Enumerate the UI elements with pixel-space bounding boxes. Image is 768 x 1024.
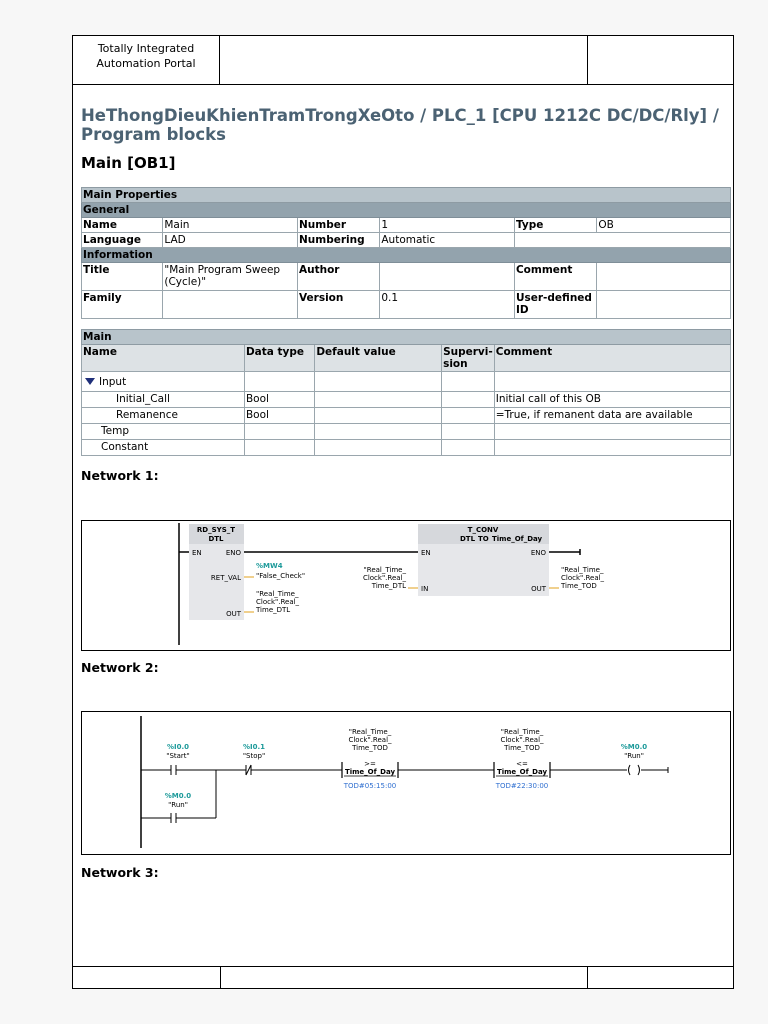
row-default — [315, 392, 442, 408]
network-1-ladder — [82, 521, 730, 650]
cmp1-operator: >= — [364, 760, 376, 768]
coil-address: %M0.0 — [620, 743, 648, 751]
tc-in-pin: IN — [421, 585, 429, 593]
number-value: 1 — [380, 218, 515, 233]
rd-retval-pin: RET_VAL — [210, 574, 241, 582]
t-conv-totype: Time_Of_Day — [492, 535, 543, 543]
interface-table — [81, 329, 731, 456]
interface-section: Main — [82, 330, 731, 345]
properties-table — [81, 187, 731, 319]
row-default — [315, 440, 442, 456]
project-path-title: HeThongDieuKhienTramTrongXeOto / PLC_1 [CPU 1212C DC/DC/Rly] / Program blocks — [81, 106, 719, 144]
table-row — [82, 372, 245, 392]
network-3-title: Network 3: — [81, 865, 159, 880]
tc-out-tag-1: "Real_Time_ — [561, 566, 604, 574]
row-name: Input — [99, 375, 127, 388]
start-address: %I0.0 — [166, 743, 190, 751]
row-sup — [442, 424, 495, 440]
empty-cell — [514, 233, 730, 248]
rd-out-tag-3: Time_DTL — [256, 606, 291, 614]
coil-tag: "Run" — [624, 752, 644, 760]
row-type — [244, 424, 314, 440]
rd-sys-t-type: DTL — [208, 535, 224, 543]
cmp2-tag-3: Time_TOD — [504, 744, 540, 752]
comment-value — [597, 263, 731, 291]
header-divider — [587, 36, 588, 84]
language-label: Language — [82, 233, 163, 248]
row-sup — [442, 440, 495, 456]
product-line-1: Totally Integrated — [97, 42, 195, 55]
row-default — [315, 408, 442, 424]
document-page — [72, 35, 734, 989]
rd-out-tag-1: "Real_Time_ — [256, 590, 299, 598]
t-conv-from: DTL — [460, 535, 476, 543]
rd-en-pin: EN — [192, 549, 202, 557]
row-comment — [494, 372, 730, 392]
tc-in-tag-2: Clock".Real_ — [362, 574, 406, 582]
rd-sys-t-name: RD_SYS_T — [196, 526, 236, 534]
tc-out-tag-2: Clock".Real_ — [561, 574, 605, 582]
cmp2-constant: TOD#22:30:00 — [495, 782, 549, 790]
number-label: Number — [297, 218, 379, 233]
tc-en-pin: EN — [421, 549, 431, 557]
information-section: Information — [82, 248, 731, 263]
cmp2-operator: <= — [516, 760, 528, 768]
cmp1-constant: TOD#05:15:00 — [343, 782, 397, 790]
tc-in-tag-1: "Real_Time_ — [363, 566, 406, 574]
name-value: Main — [163, 218, 298, 233]
latch-tag: "Run" — [168, 801, 188, 809]
footer-divider — [587, 967, 588, 989]
network-2-title: Network 2: — [81, 660, 159, 675]
footer-divider — [220, 967, 221, 989]
author-label: Author — [297, 263, 379, 291]
expand-triangle-icon[interactable] — [85, 378, 95, 385]
cmp1-type: Time_Of_Day — [344, 768, 396, 776]
col-supervision: Supervi-sion — [443, 346, 493, 370]
general-section: General — [82, 203, 731, 218]
mw4-address: %MW4 — [256, 562, 283, 570]
col-name: Name — [82, 345, 245, 372]
row-sup — [442, 408, 495, 424]
cmp1-tag-2: Clock".Real_ — [348, 736, 392, 744]
cmp1-tag-1: "Real_Time_ — [348, 728, 392, 736]
row-type: Bool — [244, 408, 314, 424]
product-name — [73, 36, 220, 84]
title-value: "Main Program Sweep (Cycle)" — [163, 263, 298, 291]
rd-out-tag-2: Clock".Real_ — [256, 598, 300, 606]
row-type: Bool — [244, 392, 314, 408]
row-default — [315, 372, 442, 392]
tc-out-pin: OUT — [531, 585, 546, 593]
numbering-value: Automatic — [380, 233, 515, 248]
version-value: 0.1 — [380, 291, 515, 319]
cmp1-tag-3: Time_TOD — [352, 744, 388, 752]
comment-label: Comment — [514, 263, 596, 291]
author-value — [380, 263, 515, 291]
row-name: Remanence — [82, 408, 245, 424]
stop-address: %I0.1 — [242, 743, 266, 751]
row-type — [244, 440, 314, 456]
rd-eno-pin: ENO — [225, 549, 241, 557]
row-sup — [442, 392, 495, 408]
row-default — [315, 424, 442, 440]
type-label: Type — [514, 218, 596, 233]
cmp2-tag-1: "Real_Time_ — [500, 728, 544, 736]
network-2-diagram[interactable] — [81, 711, 731, 855]
cmp2-type: Time_Of_Day — [496, 768, 548, 776]
title-label: Title — [82, 263, 163, 291]
row-name: Constant — [82, 440, 245, 456]
col-datatype: Data type — [244, 345, 314, 372]
product-line-2: Automation Portal — [96, 57, 196, 70]
language-value: LAD — [163, 233, 298, 248]
udid-label: User-defined ID — [514, 291, 596, 319]
t-conv-name: T_CONV — [467, 526, 499, 534]
page-footer — [73, 966, 733, 989]
row-name: Initial_Call — [82, 392, 245, 408]
numbering-label: Numbering — [297, 233, 379, 248]
page-header — [73, 36, 733, 85]
network-2-ladder — [82, 712, 730, 854]
mw4-tag: "False_Check" — [256, 572, 306, 580]
tc-eno-pin: ENO — [530, 549, 546, 557]
cmp2-tag-2: Clock".Real_ — [500, 736, 544, 744]
name-label: Name — [82, 218, 163, 233]
properties-section: Main Properties — [82, 188, 731, 203]
version-label: Version — [297, 291, 379, 319]
row-comment — [494, 440, 730, 456]
network-1-title: Network 1: — [81, 468, 159, 483]
row-type — [244, 372, 314, 392]
row-comment: =True, if remanent data are available — [494, 408, 730, 424]
t-conv-to: TO — [478, 535, 489, 543]
row-name: Temp — [82, 424, 245, 440]
row-comment: Initial call of this OB — [494, 392, 730, 408]
col-default: Default value — [315, 345, 442, 372]
start-tag: "Start" — [166, 752, 190, 760]
row-sup — [442, 372, 495, 392]
block-title: Main [OB1] — [81, 154, 176, 172]
row-comment — [494, 424, 730, 440]
tc-in-tag-3: Time_DTL — [371, 582, 406, 590]
network-1-diagram[interactable] — [81, 520, 731, 651]
family-value — [163, 291, 298, 319]
latch-address: %M0.0 — [164, 792, 192, 800]
col-comment: Comment — [494, 345, 730, 372]
udid-value — [597, 291, 731, 319]
stop-tag: "Stop" — [242, 752, 266, 760]
type-value: OB — [597, 218, 731, 233]
family-label: Family — [82, 291, 163, 319]
tc-out-tag-3: Time_TOD — [561, 582, 597, 590]
rd-out-pin: OUT — [226, 610, 241, 618]
